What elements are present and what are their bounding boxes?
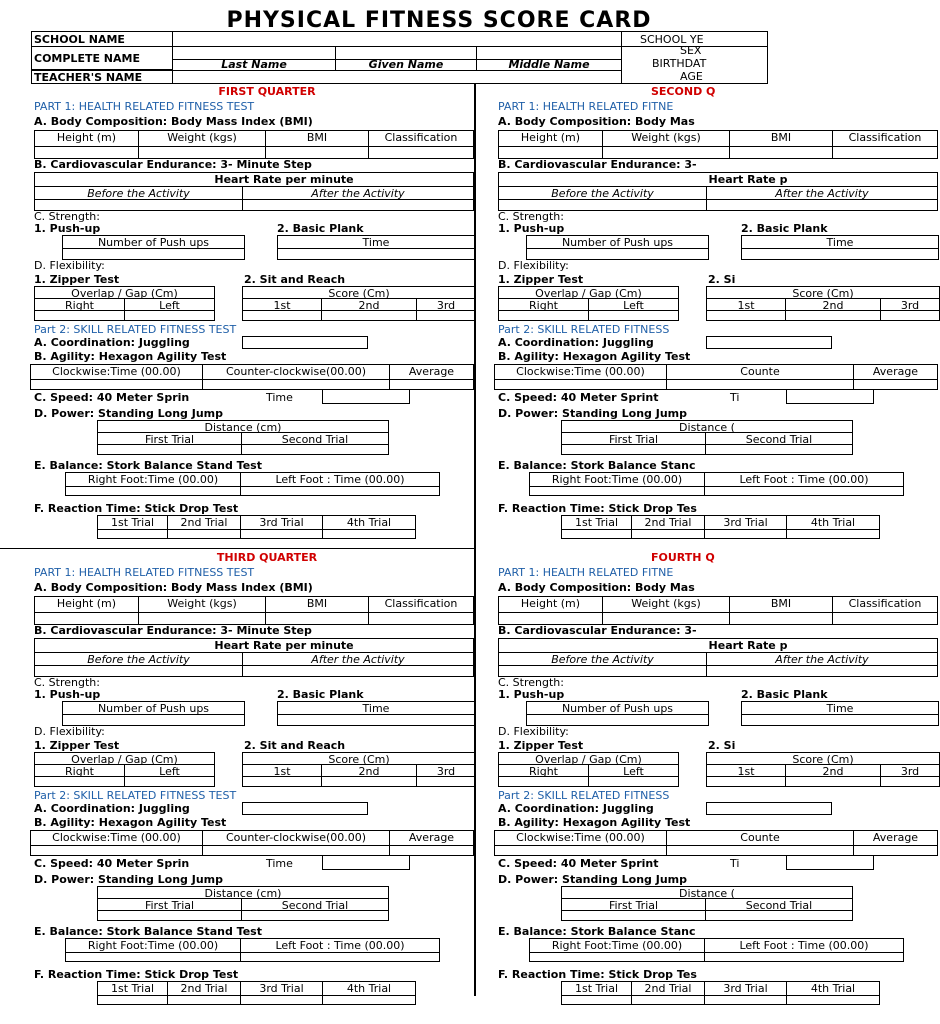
- bmi-header: BMI: [729, 596, 833, 613]
- part2-heading: Part 2: SKILL RELATED FITNESS TEST: [34, 789, 237, 802]
- column-divider: [474, 84, 476, 996]
- sit-3rd-input[interactable]: [416, 310, 476, 321]
- strength-heading: C. Strength:: [498, 676, 564, 689]
- trial3-input[interactable]: [240, 995, 323, 1005]
- trial1-header: 1st Trial: [561, 981, 632, 996]
- zipper-right-input[interactable]: [34, 310, 125, 321]
- part1-heading: PART 1: HEALTH RELATED FITNE: [498, 100, 674, 113]
- trial2-header: 2nd Trial: [631, 515, 705, 530]
- score-header: Score (Cm): [706, 286, 940, 299]
- distance-header: Distance (: [561, 420, 853, 433]
- agility-heading: B. Agility: Hexagon Agility Test: [498, 816, 691, 829]
- left-foot-header: Left Foot : Time (00.00): [240, 938, 440, 953]
- plank-time-input[interactable]: [277, 248, 475, 260]
- power-heading: D. Power: Standing Long Jump: [498, 407, 688, 420]
- cardio-heading: B. Cardiovascular Endurance: 3-: [498, 158, 697, 171]
- sit-1st-input[interactable]: [706, 310, 786, 321]
- part2-heading: Part 2: SKILL RELATED FITNESS: [498, 789, 670, 802]
- right-foot-header: Right Foot:Time (00.00): [65, 472, 241, 487]
- plank-time-header: Time: [741, 701, 939, 715]
- average-header: Average: [853, 830, 938, 846]
- bmi-heading: A. Body Composition: Body Mas: [498, 115, 695, 128]
- height-header: Height (m): [498, 596, 603, 613]
- last-name-caption: Last Name: [221, 58, 287, 71]
- plank-heading: 2. Basic Plank: [277, 222, 364, 235]
- trial2-input[interactable]: [167, 529, 241, 539]
- plank-heading: 2. Basic Plank: [741, 222, 828, 235]
- speed-time-label: Ti: [730, 857, 740, 870]
- speed-time-input[interactable]: [786, 389, 874, 404]
- flexibility-heading: D. Flexibility:: [34, 259, 105, 272]
- speed-time-label: Time: [266, 391, 293, 404]
- bmi-heading: A. Body Composition: Body Mass Index (BMI): [34, 581, 313, 594]
- classification-header: Classification: [832, 130, 938, 147]
- overlap-header: Overlap / Gap (Cm): [34, 752, 215, 765]
- left-foot-input[interactable]: [240, 952, 440, 962]
- before-activity-header: Before the Activity: [34, 652, 243, 666]
- reaction-heading: F. Reaction Time: Stick Drop Tes: [498, 968, 697, 981]
- sit-2nd-header: 2nd: [785, 298, 881, 311]
- speed-heading: C. Speed: 40 Meter Sprint: [498, 857, 659, 870]
- sex-label: SEX: [680, 44, 702, 57]
- second-trial-input[interactable]: [241, 444, 389, 455]
- trial1-input[interactable]: [97, 995, 168, 1005]
- clockwise-input[interactable]: [30, 379, 203, 390]
- plank-time-input[interactable]: [741, 714, 939, 726]
- plank-heading: 2. Basic Plank: [741, 688, 828, 701]
- classification-input[interactable]: [832, 146, 938, 159]
- first-trial-input[interactable]: [561, 444, 706, 455]
- second-trial-header: Second Trial: [241, 898, 389, 911]
- zipper-heading: 1. Zipper Test: [498, 739, 584, 752]
- flexibility-heading: D. Flexibility:: [498, 259, 569, 272]
- agility-heading: B. Agility: Hexagon Agility Test: [34, 816, 227, 829]
- overlap-header: Overlap / Gap (Cm): [34, 286, 215, 299]
- trial2-header: 2nd Trial: [631, 981, 705, 996]
- strength-heading: C. Strength:: [498, 210, 564, 223]
- weight-header: Weight (kgs): [602, 596, 730, 613]
- first-trial-header: First Trial: [561, 898, 706, 911]
- zipper-left-header: Left: [124, 764, 215, 777]
- sit-3rd-header: 3rd: [416, 298, 476, 311]
- trial3-input[interactable]: [240, 529, 323, 539]
- trial4-input[interactable]: [786, 995, 880, 1005]
- classification-header: Classification: [368, 596, 474, 613]
- bmi-input[interactable]: [729, 146, 833, 159]
- age-label: AGE: [680, 70, 703, 83]
- speed-time-input[interactable]: [786, 855, 874, 870]
- sit-2nd-header: 2nd: [785, 764, 881, 777]
- after-activity-input[interactable]: [706, 199, 938, 211]
- part2-heading: Part 2: SKILL RELATED FITNESS TEST: [34, 323, 237, 336]
- zipper-heading: 1. Zipper Test: [34, 273, 120, 286]
- cardio-heading: B. Cardiovascular Endurance: 3- Minute Step: [34, 624, 312, 637]
- pushup-heading: 1. Push-up: [34, 688, 101, 701]
- distance-header: Distance (: [561, 886, 853, 899]
- distance-header: Distance (cm): [97, 886, 389, 899]
- zipper-left-input[interactable]: [588, 776, 679, 787]
- classification-input[interactable]: [832, 612, 938, 625]
- counter-clockwise-header: Counte: [666, 364, 854, 380]
- weight-header: Weight (kgs): [138, 596, 266, 613]
- second-trial-input[interactable]: [241, 910, 389, 921]
- score-header: Score (Cm): [242, 752, 476, 765]
- pushups-header: Number of Push ups: [62, 701, 245, 715]
- strength-heading: C. Strength:: [34, 210, 100, 223]
- reaction-heading: F. Reaction Time: Stick Drop Test: [34, 968, 239, 981]
- zipper-right-header: Right: [498, 764, 589, 777]
- balance-heading: E. Balance: Stork Balance Stand Test: [34, 459, 262, 472]
- trial3-header: 3rd Trial: [240, 515, 323, 530]
- pushups-header: Number of Push ups: [526, 235, 709, 249]
- height-header: Height (m): [34, 596, 139, 613]
- sit-1st-input[interactable]: [706, 776, 786, 787]
- trial1-header: 1st Trial: [97, 515, 168, 530]
- overlap-header: Overlap / Gap (Cm): [498, 752, 679, 765]
- coordination-input[interactable]: [706, 336, 832, 349]
- trial2-input[interactable]: [631, 529, 705, 539]
- after-activity-header: After the Activity: [242, 652, 474, 666]
- after-activity-input[interactable]: [242, 199, 474, 211]
- second-trial-header: Second Trial: [705, 432, 853, 445]
- quarter-title: SECOND Q: [651, 85, 716, 98]
- after-activity-input[interactable]: [242, 665, 474, 677]
- left-foot-input[interactable]: [704, 952, 904, 962]
- zipper-left-input[interactable]: [588, 310, 679, 321]
- counter-clockwise-header: Counte: [666, 830, 854, 846]
- sit-3rd-header: 3rd: [416, 764, 476, 777]
- average-header: Average: [853, 364, 938, 380]
- trial1-input[interactable]: [97, 529, 168, 539]
- sit-1st-input[interactable]: [242, 776, 322, 787]
- sit-3rd-input[interactable]: [880, 776, 940, 787]
- pushups-header: Number of Push ups: [62, 235, 245, 249]
- power-heading: D. Power: Standing Long Jump: [498, 873, 688, 886]
- trial4-header: 4th Trial: [786, 981, 880, 996]
- trial2-header: 2nd Trial: [167, 515, 241, 530]
- second-trial-header: Second Trial: [241, 432, 389, 445]
- clockwise-input[interactable]: [494, 379, 667, 390]
- balance-heading: E. Balance: Stork Balance Stanc: [498, 459, 696, 472]
- trial3-input[interactable]: [704, 529, 787, 539]
- bmi-header: BMI: [265, 596, 369, 613]
- clockwise-input[interactable]: [494, 845, 667, 856]
- heart-rate-header: Heart Rate p: [498, 172, 938, 187]
- pushup-heading: 1. Push-up: [498, 222, 565, 235]
- pushup-heading: 1. Push-up: [34, 222, 101, 235]
- classification-header: Classification: [832, 596, 938, 613]
- zipper-left-input[interactable]: [124, 776, 215, 787]
- plank-time-input[interactable]: [741, 248, 939, 260]
- first-trial-header: First Trial: [561, 432, 706, 445]
- classification-header: Classification: [368, 130, 474, 147]
- sit-3rd-header: 3rd: [880, 764, 940, 777]
- heart-rate-header: Heart Rate per minute: [34, 172, 474, 187]
- weight-header: Weight (kgs): [138, 130, 266, 147]
- quarter-panel-first: [32, 85, 474, 545]
- trial4-header: 4th Trial: [322, 981, 416, 996]
- trial3-header: 3rd Trial: [704, 981, 787, 996]
- trial1-input[interactable]: [561, 995, 632, 1005]
- coordination-input[interactable]: [242, 336, 368, 349]
- left-foot-input[interactable]: [240, 486, 440, 496]
- clockwise-header: Clockwise:Time (00.00): [494, 830, 667, 846]
- trial3-header: 3rd Trial: [704, 515, 787, 530]
- plank-time-header: Time: [741, 235, 939, 249]
- classification-input[interactable]: [368, 612, 474, 625]
- right-foot-input[interactable]: [65, 486, 241, 496]
- reaction-heading: F. Reaction Time: Stick Drop Tes: [498, 502, 697, 515]
- sit-1st-header: 1st: [706, 298, 786, 311]
- coordination-heading: A. Coordination: Juggling: [34, 802, 190, 815]
- height-header: Height (m): [498, 130, 603, 147]
- clockwise-input[interactable]: [30, 845, 203, 856]
- plank-time-input[interactable]: [277, 714, 475, 726]
- speed-heading: C. Speed: 40 Meter Sprint: [498, 391, 659, 404]
- first-trial-header: First Trial: [97, 898, 242, 911]
- before-activity-header: Before the Activity: [498, 186, 707, 200]
- clockwise-header: Clockwise:Time (00.00): [494, 364, 667, 380]
- speed-time-label: Ti: [730, 391, 740, 404]
- complete-name-label: COMPLETE NAME: [34, 52, 140, 65]
- school-name-label: SCHOOL NAME: [34, 33, 125, 46]
- trial1-header: 1st Trial: [561, 515, 632, 530]
- plank-time-header: Time: [277, 235, 475, 249]
- part2-heading: Part 2: SKILL RELATED FITNESS: [498, 323, 670, 336]
- second-trial-input[interactable]: [705, 910, 853, 921]
- sit-2nd-input[interactable]: [321, 776, 417, 787]
- quarter-panel-fourth: [496, 551, 922, 1011]
- after-activity-header: After the Activity: [706, 186, 938, 200]
- before-activity-header: Before the Activity: [498, 652, 707, 666]
- first-trial-input[interactable]: [97, 910, 242, 921]
- trial3-input[interactable]: [704, 995, 787, 1005]
- sit-2nd-input[interactable]: [321, 310, 417, 321]
- overlap-header: Overlap / Gap (Cm): [498, 286, 679, 299]
- coordination-input[interactable]: [242, 802, 368, 815]
- birthdate-label: BIRTHDAT: [652, 57, 707, 70]
- zipper-left-header: Left: [588, 298, 679, 311]
- trial2-input[interactable]: [631, 995, 705, 1005]
- flexibility-heading: D. Flexibility:: [498, 725, 569, 738]
- after-activity-input[interactable]: [706, 665, 938, 677]
- heart-rate-header: Heart Rate p: [498, 638, 938, 653]
- page-title: PHYSICAL FITNESS SCORE CARD: [226, 8, 652, 33]
- zipper-right-header: Right: [34, 298, 125, 311]
- strength-heading: C. Strength:: [34, 676, 100, 689]
- part1-heading: PART 1: HEALTH RELATED FITNESS TEST: [34, 100, 255, 113]
- sit-1st-header: 1st: [706, 764, 786, 777]
- speed-time-input[interactable]: [322, 855, 410, 870]
- speed-time-label: Time: [266, 857, 293, 870]
- trial2-header: 2nd Trial: [167, 981, 241, 996]
- distance-header: Distance (cm): [97, 420, 389, 433]
- pushups-header: Number of Push ups: [526, 701, 709, 715]
- trial4-input[interactable]: [322, 995, 416, 1005]
- score-header: Score (Cm): [706, 752, 940, 765]
- quarter-panel-second: [496, 85, 922, 545]
- sit-reach-heading: 2. Sit and Reach: [244, 739, 346, 752]
- plank-heading: 2. Basic Plank: [277, 688, 364, 701]
- cardio-heading: B. Cardiovascular Endurance: 3- Minute Step: [34, 158, 312, 171]
- average-header: Average: [389, 364, 474, 380]
- zipper-heading: 1. Zipper Test: [34, 739, 120, 752]
- before-activity-header: Before the Activity: [34, 186, 243, 200]
- sit-2nd-input[interactable]: [785, 776, 881, 787]
- clockwise-header: Clockwise:Time (00.00): [30, 364, 203, 380]
- reaction-heading: F. Reaction Time: Stick Drop Test: [34, 502, 239, 515]
- trial3-header: 3rd Trial: [240, 981, 323, 996]
- after-activity-header: After the Activity: [706, 652, 938, 666]
- second-trial-input[interactable]: [705, 444, 853, 455]
- zipper-left-input[interactable]: [124, 310, 215, 321]
- zipper-right-input[interactable]: [498, 310, 589, 321]
- quarter-title: THIRD QUARTER: [216, 551, 318, 564]
- second-trial-header: Second Trial: [705, 898, 853, 911]
- sit-reach-heading: 2. Sit and Reach: [244, 273, 346, 286]
- sit-2nd-header: 2nd: [321, 764, 417, 777]
- bmi-heading: A. Body Composition: Body Mass Index (BMI): [34, 115, 313, 128]
- bmi-input[interactable]: [729, 612, 833, 625]
- speed-heading: C. Speed: 40 Meter Sprin: [34, 857, 190, 870]
- clockwise-header: Clockwise:Time (00.00): [30, 830, 203, 846]
- first-trial-input[interactable]: [561, 910, 706, 921]
- zipper-right-header: Right: [498, 298, 589, 311]
- right-foot-header: Right Foot:Time (00.00): [529, 938, 705, 953]
- trial4-header: 4th Trial: [322, 515, 416, 530]
- sit-2nd-input[interactable]: [785, 310, 881, 321]
- sit-1st-header: 1st: [242, 764, 322, 777]
- quarter-panel-third: [32, 551, 474, 1011]
- right-foot-header: Right Foot:Time (00.00): [65, 938, 241, 953]
- agility-heading: B. Agility: Hexagon Agility Test: [34, 350, 227, 363]
- coordination-heading: A. Coordination: Juggling: [34, 336, 190, 349]
- trial4-header: 4th Trial: [786, 515, 880, 530]
- teachers-name-field[interactable]: [172, 70, 622, 84]
- sit-reach-heading: 2. Si: [708, 273, 736, 286]
- part1-heading: PART 1: HEALTH RELATED FITNE: [498, 566, 674, 579]
- counter-clockwise-header: Counter-clockwise(00.00): [202, 364, 390, 380]
- coordination-input[interactable]: [706, 802, 832, 815]
- heart-rate-header: Heart Rate per minute: [34, 638, 474, 653]
- sit-2nd-header: 2nd: [321, 298, 417, 311]
- plank-time-header: Time: [277, 701, 475, 715]
- given-name-caption: Given Name: [368, 58, 444, 71]
- score-header: Score (Cm): [242, 286, 476, 299]
- flexibility-heading: D. Flexibility:: [34, 725, 105, 738]
- coordination-heading: A. Coordination: Juggling: [498, 802, 654, 815]
- height-header: Height (m): [34, 130, 139, 147]
- trial1-input[interactable]: [561, 529, 632, 539]
- classification-input[interactable]: [368, 146, 474, 159]
- sit-3rd-input[interactable]: [416, 776, 476, 787]
- school-name-field[interactable]: [172, 31, 622, 47]
- trial4-input[interactable]: [786, 529, 880, 539]
- power-heading: D. Power: Standing Long Jump: [34, 873, 224, 886]
- power-heading: D. Power: Standing Long Jump: [34, 407, 224, 420]
- left-foot-header: Left Foot : Time (00.00): [704, 472, 904, 487]
- sit-1st-header: 1st: [242, 298, 322, 311]
- middle-name-caption: Middle Name: [508, 58, 590, 71]
- part1-heading: PART 1: HEALTH RELATED FITNESS TEST: [34, 566, 255, 579]
- sit-3rd-header: 3rd: [880, 298, 940, 311]
- left-foot-header: Left Foot : Time (00.00): [704, 938, 904, 953]
- school-year-label: SCHOOL YE: [640, 33, 704, 46]
- right-foot-input[interactable]: [529, 952, 705, 962]
- first-trial-input[interactable]: [97, 444, 242, 455]
- sit-3rd-input[interactable]: [880, 310, 940, 321]
- left-foot-input[interactable]: [704, 486, 904, 496]
- counter-clockwise-header: Counter-clockwise(00.00): [202, 830, 390, 846]
- zipper-left-header: Left: [588, 764, 679, 777]
- average-header: Average: [389, 830, 474, 846]
- bmi-header: BMI: [265, 130, 369, 147]
- sit-reach-heading: 2. Si: [708, 739, 736, 752]
- speed-heading: C. Speed: 40 Meter Sprin: [34, 391, 190, 404]
- trial1-header: 1st Trial: [97, 981, 168, 996]
- row-divider: [0, 548, 476, 549]
- trial4-input[interactable]: [322, 529, 416, 539]
- zipper-left-header: Left: [124, 298, 215, 311]
- cardio-heading: B. Cardiovascular Endurance: 3-: [498, 624, 697, 637]
- quarter-title: FOURTH Q: [651, 551, 715, 564]
- quarter-title: FIRST QUARTER: [218, 85, 316, 98]
- balance-heading: E. Balance: Stork Balance Stand Test: [34, 925, 262, 938]
- zipper-heading: 1. Zipper Test: [498, 273, 584, 286]
- right-foot-input[interactable]: [65, 952, 241, 962]
- bmi-heading: A. Body Composition: Body Mas: [498, 581, 695, 594]
- balance-heading: E. Balance: Stork Balance Stanc: [498, 925, 696, 938]
- right-foot-header: Right Foot:Time (00.00): [529, 472, 705, 487]
- first-trial-header: First Trial: [97, 432, 242, 445]
- weight-header: Weight (kgs): [602, 130, 730, 147]
- sit-1st-input[interactable]: [242, 310, 322, 321]
- pushup-heading: 1. Push-up: [498, 688, 565, 701]
- after-activity-header: After the Activity: [242, 186, 474, 200]
- left-foot-header: Left Foot : Time (00.00): [240, 472, 440, 487]
- zipper-right-input[interactable]: [34, 776, 125, 787]
- agility-heading: B. Agility: Hexagon Agility Test: [498, 350, 691, 363]
- zipper-right-header: Right: [34, 764, 125, 777]
- trial2-input[interactable]: [167, 995, 241, 1005]
- zipper-right-input[interactable]: [498, 776, 589, 787]
- bmi-header: BMI: [729, 130, 833, 147]
- speed-time-input[interactable]: [322, 389, 410, 404]
- teachers-name-label: TEACHER'S NAME: [34, 71, 143, 84]
- coordination-heading: A. Coordination: Juggling: [498, 336, 654, 349]
- right-foot-input[interactable]: [529, 486, 705, 496]
